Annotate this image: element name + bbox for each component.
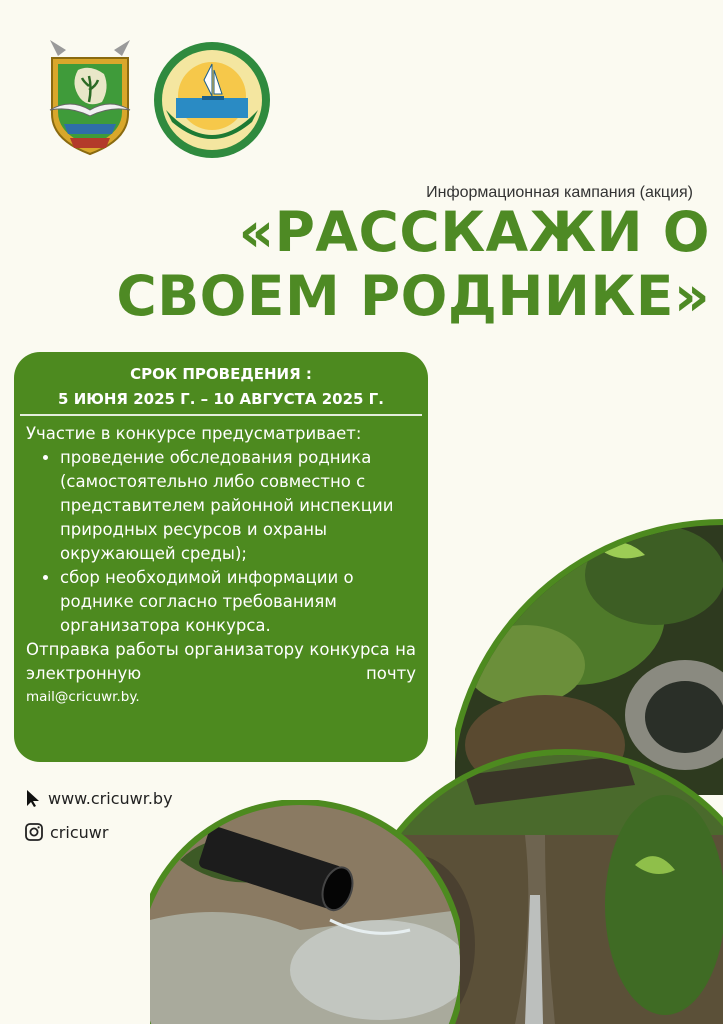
period-header <box>14 352 428 414</box>
card-divider <box>20 414 422 416</box>
cricuwr-logo <box>152 40 272 160</box>
email-link[interactable]: mail@cricuwr.by. <box>26 689 140 705</box>
nature-inspection-emblem <box>40 36 140 158</box>
campaign-subtitle: Информационная кампания (акция) <box>426 184 693 201</box>
info-card <box>14 352 428 762</box>
card-body <box>14 416 428 708</box>
title-line-2: СВОЕМ РОДНИКЕ» <box>116 264 710 328</box>
website-link[interactable]: www.cricuwr.by <box>48 788 173 808</box>
cursor-icon <box>24 788 42 808</box>
period-dates: 5 ИЮНЯ 2025 Г. – 10 АВГУСТА 2025 Г. <box>58 390 384 408</box>
spring-photo-bottom-left <box>150 800 460 1024</box>
instagram-contact[interactable] <box>24 822 108 842</box>
instagram-handle[interactable]: cricuwr <box>50 822 109 842</box>
participation-intro: Участие в конкурсе предусматривает: <box>26 424 362 443</box>
sending-instructions: Отправка работы организатору конкурса на электронную почту <box>26 640 416 683</box>
list-item: • сбор необходимой информации о роднике согласно требованиям организатора конкурса. <box>60 566 416 638</box>
campaign-title <box>60 200 710 328</box>
requirements-list <box>26 446 416 638</box>
period-label: СРОК ПРОВЕДЕНИЯ : <box>130 365 312 383</box>
list-item: • проведение обследования родника (самостоятельно либо совместно с представителем районной инспекции природных ресурсов и охраны окружающей среды); <box>60 446 416 566</box>
instagram-icon <box>24 822 44 842</box>
title-line-1: «РАССКАЖИ О <box>238 200 710 264</box>
